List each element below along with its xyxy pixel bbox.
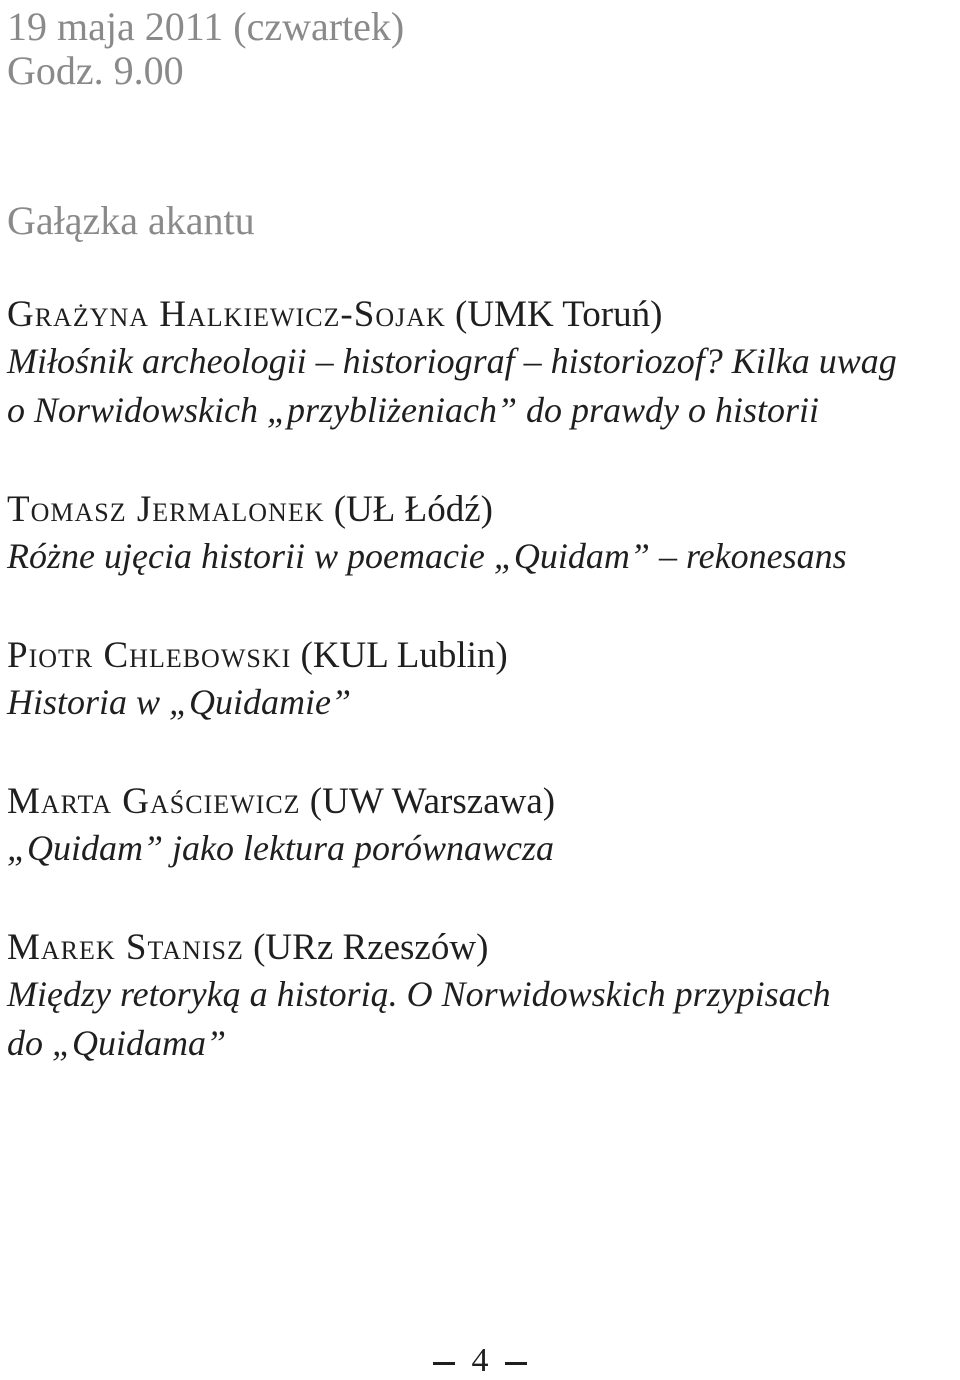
talk-title-line: Między retoryką a historią. O Norwidowskich przypisach: [7, 974, 831, 1014]
talk-title-line: Miłośnik archeologii – historiograf – historiozof? Kilka uwag: [7, 341, 897, 381]
speaker-affiliation: (UW Warszawa): [309, 781, 556, 822]
talk-title: [7, 337, 957, 435]
session-title: Gałązka akantu: [7, 198, 255, 243]
talk-item: [7, 488, 957, 581]
speaker-affiliation: (UMK Toruń): [455, 294, 663, 335]
talk-speaker-line: [7, 293, 957, 337]
talk-item: [7, 293, 957, 435]
speaker-affiliation: (UŁ Łódź): [333, 489, 493, 530]
speaker-name: Tomasz Jermalonek: [7, 489, 325, 530]
session-time: Godz. 9.00: [7, 48, 184, 93]
talk-title: [7, 532, 957, 581]
dash-left-decoration: [433, 1362, 455, 1365]
talk-item: [7, 780, 957, 873]
program-page: [7, 0, 957, 1068]
talk-speaker-line: [7, 926, 957, 970]
talk-title-line: Historia w „Quidamie”: [7, 682, 352, 722]
speaker-affiliation: (KUL Lublin): [300, 635, 508, 676]
dash-right-decoration: [505, 1362, 527, 1365]
talk-title: [7, 678, 957, 727]
talk-title-line: Różne ujęcia historii w poemacie „Quidam” – rekonesans: [7, 536, 847, 576]
talk-title-line: do „Quidama”: [7, 1023, 227, 1063]
talk-speaker-line: [7, 780, 957, 824]
page-number: 4: [471, 1342, 489, 1379]
talk-title: [7, 970, 957, 1068]
speaker-name: Marek Stanisz: [7, 927, 244, 968]
talk-title-line: „Quidam” jako lektura porównawcza: [7, 828, 555, 868]
session-date: 19 maja 2011 (czwartek): [7, 4, 405, 49]
talk-item: [7, 926, 957, 1068]
speaker-affiliation: (URz Rzeszów): [253, 927, 489, 968]
talk-speaker-line: [7, 488, 957, 532]
page-footer: [0, 1342, 960, 1380]
speaker-name: Piotr Chlebowski: [7, 635, 292, 676]
speaker-name: Marta Gaściewicz: [7, 781, 301, 822]
session-header: [7, 5, 957, 93]
talk-item: [7, 634, 957, 727]
talk-title-line: o Norwidowskich „przybliżeniach” do prawdy o historii: [7, 390, 820, 430]
speaker-name: Grażyna Halkiewicz-Sojak: [7, 294, 446, 335]
talk-title: [7, 824, 957, 873]
talk-speaker-line: [7, 634, 957, 678]
